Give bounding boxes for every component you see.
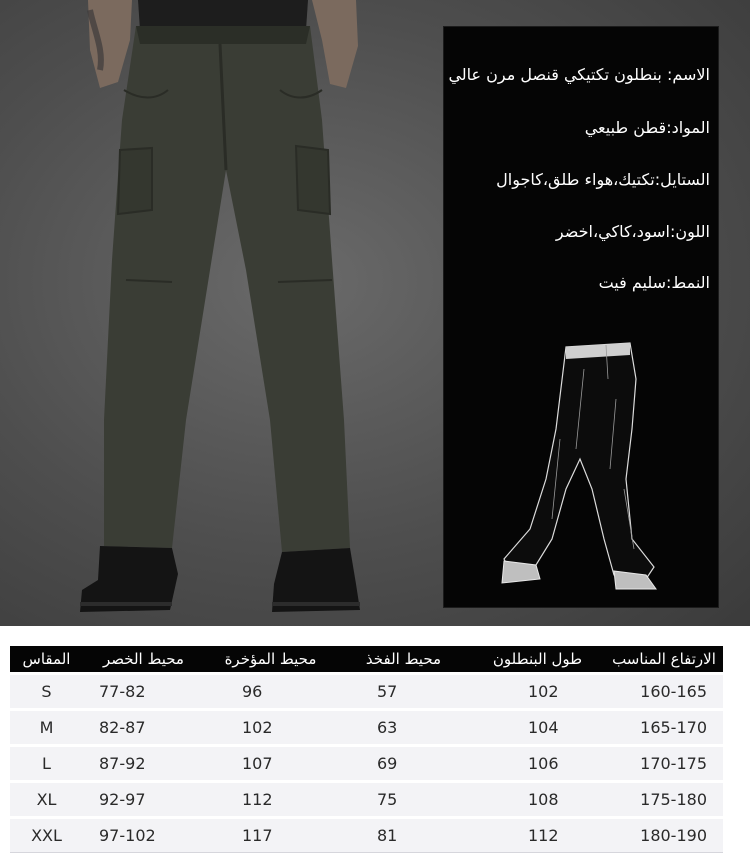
cell-hip: 117 xyxy=(204,818,337,853)
cell-waist: 87-92 xyxy=(83,746,204,782)
header-thigh: محيط الفخذ xyxy=(337,646,470,674)
header-size: المقاس xyxy=(10,646,83,674)
cell-length: 108 xyxy=(470,782,605,818)
cell-size: XL xyxy=(10,782,83,818)
pants-outline-image xyxy=(496,339,676,604)
header-height: الارتفاع المناسب xyxy=(605,646,723,674)
cell-length: 104 xyxy=(470,710,605,746)
cell-height: 180-190 xyxy=(605,818,723,853)
header-length: طول البنطلون xyxy=(470,646,605,674)
cell-length: 102 xyxy=(470,674,605,710)
info-style: الستايل:تكتيك،هواء طلق،كاجوال xyxy=(496,170,710,189)
cell-hip: 107 xyxy=(204,746,337,782)
header-waist: محيط الخصر xyxy=(83,646,204,674)
info-color: اللون:اسود،كاكي،اخضر xyxy=(555,222,710,241)
cell-waist: 82-87 xyxy=(83,710,204,746)
cell-height: 175-180 xyxy=(605,782,723,818)
info-fit: النمط:سليم فيت xyxy=(598,273,710,292)
cell-height: 160-165 xyxy=(605,674,723,710)
cell-height: 170-175 xyxy=(605,746,723,782)
cell-waist: 77-82 xyxy=(83,674,204,710)
cell-hip: 112 xyxy=(204,782,337,818)
cell-size: S xyxy=(10,674,83,710)
size-chart-header-row xyxy=(10,646,723,674)
product-info-panel xyxy=(443,26,719,608)
cell-size: XXL xyxy=(10,818,83,853)
cell-height: 165-170 xyxy=(605,710,723,746)
table-row xyxy=(10,746,723,782)
cell-waist: 97-102 xyxy=(83,818,204,853)
info-material: المواد:قطن طبيعي xyxy=(584,118,710,137)
cell-thigh: 81 xyxy=(337,818,470,853)
info-name: الاسم: بنطلون تكتيكي قنصل مرن عالي xyxy=(448,65,710,84)
cell-size: M xyxy=(10,710,83,746)
cell-waist: 92-97 xyxy=(83,782,204,818)
header-hip: محيط المؤخرة xyxy=(204,646,337,674)
cell-hip: 102 xyxy=(204,710,337,746)
table-row xyxy=(10,782,723,818)
table-row xyxy=(10,674,723,710)
cell-thigh: 57 xyxy=(337,674,470,710)
size-chart-table xyxy=(10,646,723,853)
table-row xyxy=(10,710,723,746)
model-pants-image xyxy=(60,0,380,626)
cell-thigh: 75 xyxy=(337,782,470,818)
cell-thigh: 69 xyxy=(337,746,470,782)
cell-length: 112 xyxy=(470,818,605,853)
cell-thigh: 63 xyxy=(337,710,470,746)
cell-size: L xyxy=(10,746,83,782)
table-row xyxy=(10,818,723,853)
cell-length: 106 xyxy=(470,746,605,782)
cell-hip: 96 xyxy=(204,674,337,710)
